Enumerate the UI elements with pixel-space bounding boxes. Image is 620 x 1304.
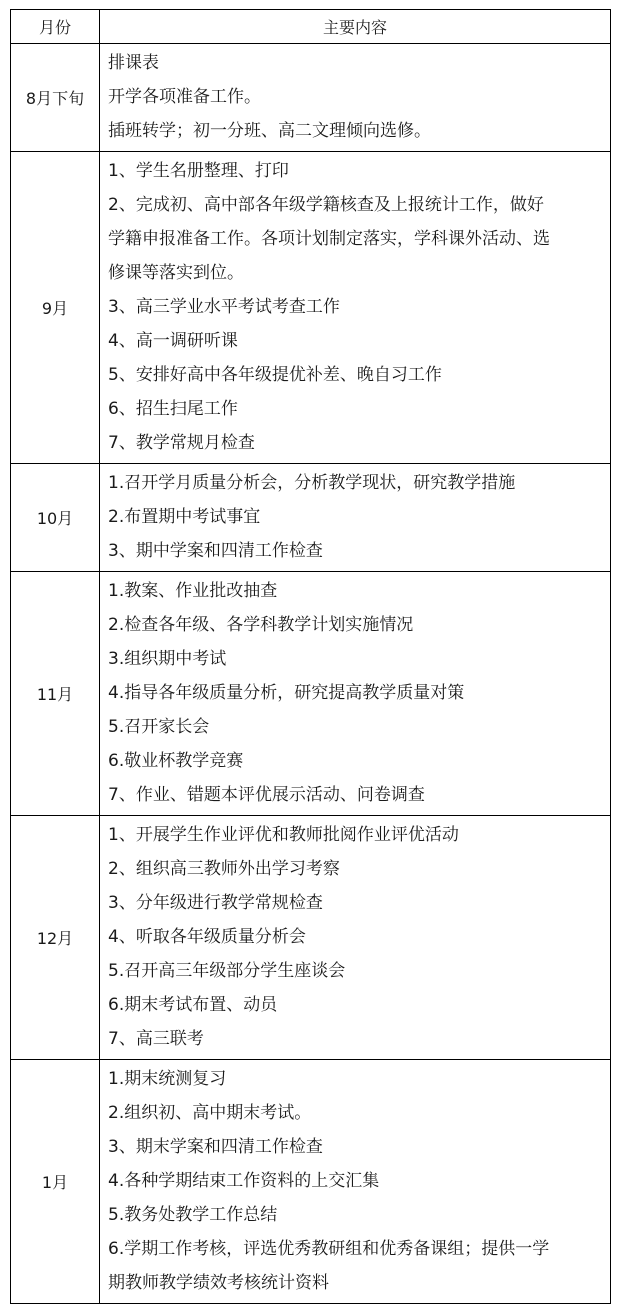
content-line: 3、期中学案和四清工作检查 — [108, 541, 323, 561]
content-line: 1、开展学生作业评优和教师批阅作业评优活动 — [108, 825, 459, 845]
content-line: 6.期末考试布置、动员 — [108, 995, 278, 1015]
table-body — [11, 44, 611, 1304]
content-cell — [100, 464, 611, 572]
content-line: 2.布置期中考试事宜 — [108, 507, 261, 527]
content-line: 3、高三学业水平考试考查工作 — [108, 297, 340, 317]
content-line: 排课表 — [108, 53, 159, 73]
content-line: 2.组织初、高中期末考试。 — [108, 1103, 312, 1123]
table-row — [11, 816, 611, 1060]
content-line: 6.学期工作考核，评选优秀教研组和优秀备课组；提供一学 — [108, 1239, 550, 1259]
content-cell — [100, 44, 611, 152]
content-line: 学籍申报准备工作。各项计划制定落实，学科课外活动、选 — [108, 229, 550, 249]
content-line: 开学各项准备工作。 — [108, 87, 261, 107]
table-row — [11, 152, 611, 464]
content-line: 4、高一调研听课 — [108, 331, 238, 351]
content-line: 7、作业、错题本评优展示活动、问卷调查 — [108, 785, 425, 805]
content-line: 2.检查各年级、各学科教学计划实施情况 — [108, 615, 414, 635]
content-line: 7、高三联考 — [108, 1029, 204, 1049]
header-month: 月份 — [11, 10, 100, 44]
content-line: 5.召开家长会 — [108, 717, 210, 737]
content-line: 5、安排好高中各年级提优补差、晚自习工作 — [108, 365, 442, 385]
content-line: 5.教务处教学工作总结 — [108, 1205, 278, 1225]
content-line: 7、教学常规月检查 — [108, 433, 255, 453]
month-cell: 9月 — [11, 152, 100, 464]
content-line: 1、学生名册整理、打印 — [108, 161, 289, 181]
month-cell: 12月 — [11, 816, 100, 1060]
content-line: 4.各种学期结束工作资料的上交汇集 — [108, 1171, 380, 1191]
content-line: 3、期末学案和四清工作检查 — [108, 1137, 323, 1157]
month-cell: 11月 — [11, 572, 100, 816]
month-cell: 1月 — [11, 1060, 100, 1304]
content-line: 插班转学；初一分班、高二文理倾向选修。 — [108, 121, 431, 141]
content-line: 期教师教学绩效考核统计资料 — [108, 1273, 329, 1293]
content-cell — [100, 816, 611, 1060]
table-header-row — [11, 10, 611, 44]
table-row — [11, 464, 611, 572]
content-line: 2、组织高三教师外出学习考察 — [108, 859, 340, 879]
content-line: 4、听取各年级质量分析会 — [108, 927, 306, 947]
content-line: 2、完成初、高中部各年级学籍核查及上报统计工作，做好 — [108, 195, 544, 215]
content-line: 5.召开高三年级部分学生座谈会 — [108, 961, 346, 981]
content-line: 3.组织期中考试 — [108, 649, 227, 669]
content-line: 1.教案、作业批改抽查 — [108, 581, 278, 601]
table-row — [11, 44, 611, 152]
content-line: 修课等落实到位。 — [108, 263, 244, 283]
content-line: 1.期末统测复习 — [108, 1069, 227, 1089]
work-schedule-table — [10, 9, 611, 1304]
table-row — [11, 1060, 611, 1304]
content-line: 6、招生扫尾工作 — [108, 399, 238, 419]
month-cell: 10月 — [11, 464, 100, 572]
content-line: 3、分年级进行教学常规检查 — [108, 893, 323, 913]
content-cell — [100, 1060, 611, 1304]
content-line: 6.敬业杯教学竞赛 — [108, 751, 244, 771]
content-line: 4.指导各年级质量分析，研究提高教学质量对策 — [108, 683, 465, 703]
content-cell — [100, 572, 611, 816]
header-content: 主要内容 — [100, 10, 611, 44]
table-row — [11, 572, 611, 816]
month-cell: 8月下旬 — [11, 44, 100, 152]
content-cell — [100, 152, 611, 464]
content-line: 1.召开学月质量分析会，分析教学现状，研究教学措施 — [108, 473, 516, 493]
